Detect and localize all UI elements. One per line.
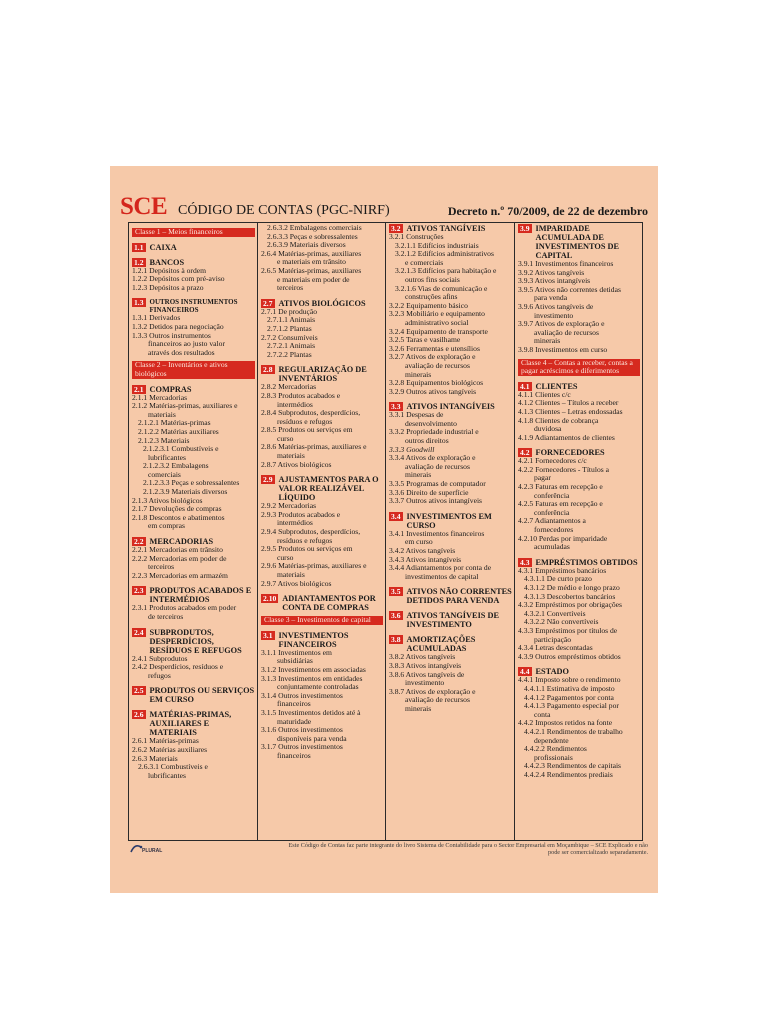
account-line: 2.1.3 Ativos biológicos <box>132 495 203 505</box>
chart-of-accounts-sheet <box>110 166 658 893</box>
account-number-badge: 3.5 <box>391 587 401 597</box>
account-line: 3.4.3 Ativos intangíveis <box>389 554 462 564</box>
account-line: dependente <box>534 735 569 745</box>
account-line: 3.2.4 Equipamento de transporte <box>389 326 488 336</box>
account-line: 3.8.3 Ativos intangíveis <box>389 660 462 670</box>
account-heading-title: FORNECEDORES <box>535 448 605 458</box>
account-line: 4.4.2 Impostos retidos na fonte <box>518 718 613 728</box>
account-heading <box>132 710 255 737</box>
account-heading-title: ATIVOS TANGÍVEIS DE INVESTIMENTO <box>406 611 500 630</box>
account-line: 3.9.5 Ativos não correntes detidas <box>518 284 621 294</box>
account-line: 4.3.9 Outros empréstimos obtidos <box>518 651 621 661</box>
account-line: 2.6.3.3 Peças e sobressalentes <box>267 231 358 241</box>
account-heading-title: ATIVOS BIOLÓGICOS <box>278 298 366 308</box>
account-heading <box>518 224 640 260</box>
account-line: 1.3.2 Detidos para negociação <box>132 321 224 331</box>
account-line: disponíveis para venda <box>277 733 347 743</box>
account-heading-title: ADIANTAMENTOS POR CONTA DE COMPRAS <box>282 594 376 613</box>
account-line: 1.2.1 Depósitos à ordem <box>132 265 207 275</box>
account-line: 2.6.3.2 Embalagens comerciais <box>267 223 362 232</box>
account-line: 2.1.8 Descontos e abatimentos <box>132 512 225 522</box>
account-line: 1.3.1 Derivados <box>132 313 181 323</box>
account-line: de terceiros <box>148 612 184 621</box>
account-heading-title: ATIVOS TANGÍVEIS <box>406 224 486 233</box>
account-line: 4.3.1.1 De curto prazo <box>524 574 592 584</box>
account-line: 2.7.1 De produção <box>261 306 318 316</box>
account-heading-title: AJUSTAMENTOS PARA O VALOR REALIZÁVEL LÍQUIDO <box>278 475 379 503</box>
account-line: resíduos e refugos <box>277 535 333 545</box>
account-heading <box>261 365 383 383</box>
account-line: 3.2.7 Ativos de exploração e <box>389 352 476 362</box>
account-line: construções afins <box>405 292 458 302</box>
account-line: conferência <box>534 490 570 500</box>
account-line: materiais <box>277 451 305 461</box>
sce-logo: SCE <box>120 193 168 220</box>
class-banner: Classe 4 – Contas a receber, contas a pagar acréscimos e diferimentos <box>518 359 640 376</box>
account-number-badge: 2.1 <box>134 384 144 394</box>
account-line: 3.1.2 Investimentos em associadas <box>261 664 366 674</box>
account-heading <box>389 587 512 605</box>
account-line: em compras <box>148 521 185 531</box>
account-number-badge: 2.10 <box>263 594 277 604</box>
account-line: 2.7.2 Consumíveis <box>261 332 318 342</box>
account-line: investimentos de capital <box>405 571 479 581</box>
account-line: avaliação de recursos <box>405 461 470 471</box>
account-line: 3.2.5 Taras e vasilhame <box>389 335 461 345</box>
account-line: 2.9.4 Subprodutos, desperdícios, <box>261 527 361 537</box>
account-line: 2.3.1 Produtos acabados em poder <box>132 603 237 613</box>
account-number-badge: 4.2 <box>520 448 530 458</box>
account-line: minerais <box>405 703 432 713</box>
account-line: 2.1.2.3.3 Peças e sobressalentes <box>143 478 240 488</box>
account-line: 4.4.1.2 Pagamentos por conta <box>524 692 614 702</box>
account-line: maturidade <box>277 716 312 726</box>
account-line: 1.2.2 Depósitos com pré-aviso <box>132 274 225 284</box>
account-heading-title: PRODUTOS OU SERVIÇOS EM CURSO <box>149 686 255 705</box>
account-line: 2.8.7 Ativos biológicos <box>261 459 332 469</box>
account-line: 4.2.1 Fornecedores c/c <box>518 456 587 466</box>
account-line: 4.4.1.1 Estimativa de imposto <box>524 683 615 693</box>
account-line: 4.1.8 Clientes de cobrança <box>518 415 599 425</box>
account-line: 3.2.6 Ferramentas e utensílios <box>389 343 480 353</box>
account-heading-title: CAIXA <box>149 242 177 252</box>
account-line: 3.1.3 Investimentos em entidades <box>261 673 363 683</box>
document-title: CÓDIGO DE CONTAS (PGC-NIRF) <box>178 203 390 218</box>
account-line: 3.4.2 Ativos tangíveis <box>389 546 456 555</box>
account-line: 4.2.10 Perdas por imparidade <box>518 533 608 543</box>
account-heading <box>261 631 383 649</box>
account-line: comerciais <box>148 469 181 479</box>
account-heading-title: EMPRÉSTIMOS OBTIDOS <box>535 557 638 567</box>
account-number-badge: 3.1 <box>263 630 273 640</box>
account-line: 4.3.2.1 Convertíveis <box>524 608 586 618</box>
account-line: minerais <box>405 470 432 480</box>
account-line: 3.3.7 Outros ativos intangíveis <box>389 496 483 506</box>
account-line: outros fins sociais <box>405 274 460 284</box>
account-number-badge: 2.9 <box>263 475 273 485</box>
account-line: desenvolvimento <box>405 418 457 428</box>
account-heading <box>389 512 512 530</box>
account-line: materiais <box>277 570 305 579</box>
account-line: 2.1.7 Devoluções de compras <box>132 504 222 514</box>
account-number-badge: 2.2 <box>134 537 144 547</box>
account-heading-title: ATIVOS NÃO CORRENTES DETIDOS PARA VENDA <box>406 587 512 606</box>
account-line: acumuladas <box>534 542 570 552</box>
account-line: minerais <box>534 336 561 346</box>
account-line: 4.3.1.3 Descobertos bancários <box>524 591 616 601</box>
account-heading-title: COMPRAS <box>149 384 192 394</box>
account-line: 2.2.3 Mercadorias em armazém <box>132 570 228 580</box>
account-line: e materiais em poder de <box>277 274 350 284</box>
account-number-badge: 3.2 <box>391 224 401 233</box>
account-line: 4.2.7 Adiantamentos a <box>518 516 586 526</box>
account-line: profissionais <box>534 752 573 762</box>
account-line: 3.2.3 Mobiliário e equipamento <box>389 309 485 319</box>
account-line: 4.3.1 Empréstimos bancários <box>518 565 607 575</box>
account-line: 2.9.3 Produtos acabados e <box>261 509 341 519</box>
account-number-badge: 2.3 <box>134 586 144 596</box>
account-heading <box>132 628 255 655</box>
account-line: 3.9.2 Ativos tangíveis <box>518 267 585 277</box>
column-3 <box>385 223 514 840</box>
account-line: avaliação de recursos <box>405 695 470 705</box>
account-heading-title: OUTROS INSTRUMENTOS FINANCEIROS <box>149 298 238 315</box>
account-line: 2.6.5 Matérias-primas, auxiliares <box>261 265 362 275</box>
account-line: 3.1.5 Investimentos detidos até à <box>261 707 361 717</box>
account-line: financeiros ao justo valor <box>148 339 225 349</box>
account-line: 4.1.2 Clientes – Títulos a receber <box>518 398 619 408</box>
account-line: 4.3.3 Empréstimos por títulos de <box>518 625 618 635</box>
account-heading-title: PRODUTOS ACABADOS E INTERMÉDIOS <box>149 586 252 605</box>
account-line: 3.8.7 Ativos de exploração e <box>389 686 476 696</box>
account-line: em curso <box>405 537 433 547</box>
account-number-badge: 3.9 <box>520 224 530 233</box>
account-line: 3.9.7 Ativos de exploração e <box>518 319 605 329</box>
account-line: 2.4.2 Desperdícios, resíduos e <box>132 662 224 672</box>
account-number-badge: 2.7 <box>263 298 273 308</box>
account-number-badge: 3.3 <box>391 402 401 412</box>
account-line: 2.8.5 Produtos ou serviços em <box>261 425 353 435</box>
account-number-badge: 2.5 <box>134 686 144 696</box>
account-line: 3.8.2 Ativos tangíveis <box>389 652 456 662</box>
account-heading-title: ESTADO <box>535 667 570 677</box>
class-banner: Classe 1 – Meios financeiros <box>132 228 255 237</box>
account-line: outros direitos <box>405 436 449 446</box>
account-line: investimento <box>534 310 574 320</box>
account-number-badge: 4.1 <box>520 381 530 391</box>
account-line: 3.2.1.1 Edifícios industriais <box>395 240 479 250</box>
account-line: materiais <box>148 409 176 419</box>
account-line: 2.1.2.3.2 Embalagens <box>143 461 209 471</box>
account-line: 2.8.2 Mercadorias <box>261 382 317 392</box>
account-line: 1.2.3 Depósitos a prazo <box>132 282 204 292</box>
account-line: lubrificantes <box>148 770 186 780</box>
decree-reference: Decreto n.º 70/2009, de 22 de dezembro <box>447 204 648 218</box>
account-line: 4.3.2.2 Não convertíveis <box>524 617 599 627</box>
account-heading-title: ATIVOS INTANGÍVEIS <box>406 402 495 412</box>
account-line: 4.3.2 Empréstimos por obrigações <box>518 600 622 610</box>
account-heading-title: BANCOS <box>149 257 185 267</box>
account-line: e materiais em trânsito <box>277 257 346 267</box>
account-line: 4.4.1 Imposto sobre o rendimento <box>518 675 621 685</box>
account-line: para venda <box>534 293 568 303</box>
account-number-badge: 1.2 <box>134 257 144 267</box>
account-line: conferência <box>534 507 570 517</box>
account-line: 4.4.1.3 Pagamento especial por <box>524 701 619 711</box>
account-line: curso <box>277 552 294 562</box>
account-line: curso <box>277 433 294 443</box>
class-banner: Classe 3 – Investimentos de capital <box>261 616 383 625</box>
account-line: 4.3.1.2 De médio e longo prazo <box>524 583 620 592</box>
account-line: 3.3.2 Propriedade industrial e <box>389 427 479 437</box>
account-line: 4.1.9 Adiantamentos de clientes <box>518 432 615 442</box>
account-line: conjuntamente controladas <box>277 682 359 692</box>
account-number-badge: 2.4 <box>134 627 144 637</box>
account-heading <box>261 594 383 612</box>
account-number-badge: 2.6 <box>134 710 144 720</box>
account-line: fornecedores <box>534 525 574 535</box>
account-line: 3.2.1.6 Vias de comunicação e <box>395 283 488 293</box>
account-line: 3.2.9 Outros ativos tangíveis <box>389 386 477 396</box>
account-line: intermédios <box>277 518 313 528</box>
account-number-badge: 3.6 <box>391 611 401 621</box>
account-line: 2.8.3 Produtos acabados e <box>261 390 341 400</box>
account-line: e comerciais <box>405 257 444 267</box>
account-line: 2.1.2 Matérias-primas, auxiliares e <box>132 401 238 411</box>
account-line: refugos <box>148 670 171 680</box>
account-line: 2.1.2.3 Materiais <box>138 435 190 445</box>
account-line: conta <box>534 709 551 719</box>
account-line: duvidosa <box>534 424 562 434</box>
class-banner: Classe 2 – Inventários e ativos biológicos <box>132 361 255 378</box>
account-line: subsidiárias <box>277 656 313 666</box>
account-line: minerais <box>405 369 432 379</box>
account-line: terceiros <box>277 283 304 293</box>
account-line: 2.6.2 Matérias auxiliares <box>132 744 208 754</box>
account-line: 2.1.2.1 Matérias-primas <box>138 418 211 428</box>
column-1 <box>129 223 257 840</box>
account-line: 2.7.2.2 Plantas <box>267 349 312 359</box>
account-number-badge: 1.1 <box>134 242 144 252</box>
account-line: 3.3.3 Goodwill <box>389 444 435 454</box>
account-line: 3.2.2 Equipamento básico <box>389 300 468 310</box>
account-line: 4.1.3 Clientes – Letras endossadas <box>518 406 623 416</box>
account-line: 2.2.1 Mercadorias em trânsito <box>132 545 223 555</box>
account-line: 4.2.2 Fornecedores - Títulos a <box>518 464 609 474</box>
account-line: 2.6.1 Matérias-primas <box>132 736 199 746</box>
column-2 <box>257 223 385 840</box>
account-line: 2.1.2.3.9 Materiais diversos <box>143 487 228 497</box>
account-line: avaliação de recursos <box>534 327 599 337</box>
account-line: 3.9.6 Ativos tangíveis de <box>518 301 594 311</box>
account-line: 3.3.4 Ativos de exploração e <box>389 453 476 463</box>
account-line: 3.8.6 Ativos tangíveis de <box>389 669 465 679</box>
account-line: 2.7.1.2 Plantas <box>267 323 312 333</box>
account-line: 3.2.1.3 Edifícios para habitação e <box>395 266 497 276</box>
plural-logo <box>128 841 162 855</box>
account-heading <box>389 611 512 629</box>
account-line: 2.7.2.1 Animais <box>267 341 316 351</box>
account-line: 3.9.1 Investimentos financeiros <box>518 259 614 268</box>
account-line: 3.3.1 Despesas de <box>389 410 444 420</box>
account-line: 3.1.4 Outros investimentos <box>261 690 343 700</box>
account-line: 4.4.2.4 Rendimentos prediais <box>524 769 613 779</box>
account-heading-title: AMORTIZAÇÕES ACUMULADAS <box>406 635 476 654</box>
account-heading-title: MERCADORIAS <box>149 537 214 547</box>
account-line: 4.4.2.2 Rendimentos <box>524 744 587 754</box>
account-line: resíduos e refugos <box>277 416 333 426</box>
column-4 <box>514 223 642 840</box>
account-heading-title: MATÉRIAS-PRIMAS, AUXILIARES E MATERIAIS <box>149 710 232 738</box>
account-line: 3.4.4 Adiantamentos por conta de <box>389 563 492 573</box>
account-line: 3.3.6 Direito de superfície <box>389 487 469 497</box>
account-line: administrativo social <box>405 317 469 327</box>
account-heading <box>132 243 255 252</box>
account-line: terceiros <box>148 562 175 572</box>
account-line: 2.6.3.9 Materiais diversos <box>267 240 346 250</box>
account-line: 3.9.8 Investimentos em curso <box>518 344 608 354</box>
account-heading-title: INVESTIMENTOS EM CURSO <box>406 511 492 530</box>
account-heading-title: INVESTIMENTOS FINANCEIROS <box>278 630 349 649</box>
account-line: 4.2.3 Faturas em recepção e <box>518 482 603 492</box>
account-line: 3.1.6 Outros investimentos <box>261 725 343 735</box>
account-line: lubrificantes <box>148 452 186 462</box>
account-line: 3.2.8 Equipamentos biológicos <box>389 378 484 388</box>
account-line: participação <box>534 634 572 644</box>
account-line: 4.2.5 Faturas em recepção e <box>518 499 603 509</box>
account-line: 2.2.2 Mercadorias em poder de <box>132 553 227 563</box>
account-line: 2.4.1 Subprodutos <box>132 653 188 663</box>
account-heading <box>389 635 512 653</box>
account-line: 3.9.3 Ativos intangíveis <box>518 276 591 286</box>
account-line: 2.8.4 Subprodutos, desperdícios, <box>261 408 361 418</box>
account-line: 2.9.2 Mercadorias <box>261 501 317 511</box>
account-line: 3.4.1 Investimentos financeiros <box>389 528 485 538</box>
account-line: 2.6.3 Materiais <box>132 753 178 763</box>
account-number-badge: 4.4 <box>520 667 530 677</box>
account-heading <box>132 686 255 704</box>
account-line: 2.9.6 Matérias-primas, auxiliares e <box>261 561 367 571</box>
account-line: 2.1.2.3.1 Combustíveis e <box>143 444 219 454</box>
account-line: investimento <box>405 678 445 688</box>
account-heading-title: IMPARIDADE ACUMULADA DE INVESTIMENTOS DE CAPITAL <box>535 224 620 260</box>
account-number-badge: 4.3 <box>520 557 530 567</box>
account-heading <box>261 475 383 502</box>
account-line: 2.6.4 Matérias-primas, auxiliares <box>261 248 362 258</box>
account-line: avaliação de recursos <box>405 360 470 370</box>
account-line: 3.1.1 Investimentos em <box>261 647 332 657</box>
account-number-badge: 3.4 <box>391 511 401 521</box>
account-number-badge: 2.8 <box>263 365 273 375</box>
account-line: 3.2.1 Construções <box>389 232 444 241</box>
account-line: 4.4.2.3 Rendimentos de capitais <box>524 761 622 771</box>
footer-note: Este Código de Contas faz parte integrante do livro Sistema de Contabilidade para o Sector Empresarial em Moçambique – SCE Explicado e não pode ser comercializado separadamente. <box>288 842 648 857</box>
account-line: 2.9.5 Produtos ou serviços em <box>261 544 353 554</box>
account-line: 1.3.3 Outros instrumentos <box>132 330 211 340</box>
account-line: intermédios <box>277 399 313 409</box>
account-heading-title: SUBPRODUTOS, DESPERDÍCIOS, RESÍDUOS E REFUGOS <box>149 627 242 655</box>
account-line: 2.9.7 Ativos biológicos <box>261 578 332 588</box>
account-number-badge: 3.8 <box>391 635 401 645</box>
account-line: 4.4.2.1 Rendimentos de trabalho <box>524 726 623 736</box>
account-line: 4.3.4 Letras descontadas <box>518 643 593 653</box>
account-heading-title: REGULARIZAÇÃO DE INVENTÁRIOS <box>278 365 367 384</box>
account-line: financeiros <box>277 750 311 760</box>
account-number-badge: 1.3 <box>134 298 144 308</box>
account-line: 2.1.1 Mercadorias <box>132 392 188 402</box>
account-heading <box>132 298 255 314</box>
account-line: 2.7.1.1 Animais <box>267 315 316 325</box>
account-line: 3.3.5 Programas de computador <box>389 479 486 489</box>
account-line: 2.6.3.1 Combustíveis e <box>138 762 208 772</box>
account-heading <box>132 586 255 604</box>
header <box>120 194 648 220</box>
account-line: pagar <box>534 473 551 483</box>
account-line: 4.1.1 Clientes c/c <box>518 389 571 399</box>
account-line: 3.1.7 Outros investimentos <box>261 742 343 752</box>
accounts-grid <box>128 222 643 841</box>
account-line: através dos resultados <box>148 347 215 357</box>
account-line: 3.2.1.2 Edifícios administrativos <box>395 249 494 259</box>
account-line: financeiros <box>277 699 311 709</box>
account-heading-title: CLIENTES <box>535 381 578 391</box>
account-line: 2.1.2.2 Matérias auxiliares <box>138 426 219 436</box>
account-line: 2.8.6 Matérias-primas, auxiliares e <box>261 442 367 452</box>
plural-logo-text: PLURAL <box>142 848 163 854</box>
